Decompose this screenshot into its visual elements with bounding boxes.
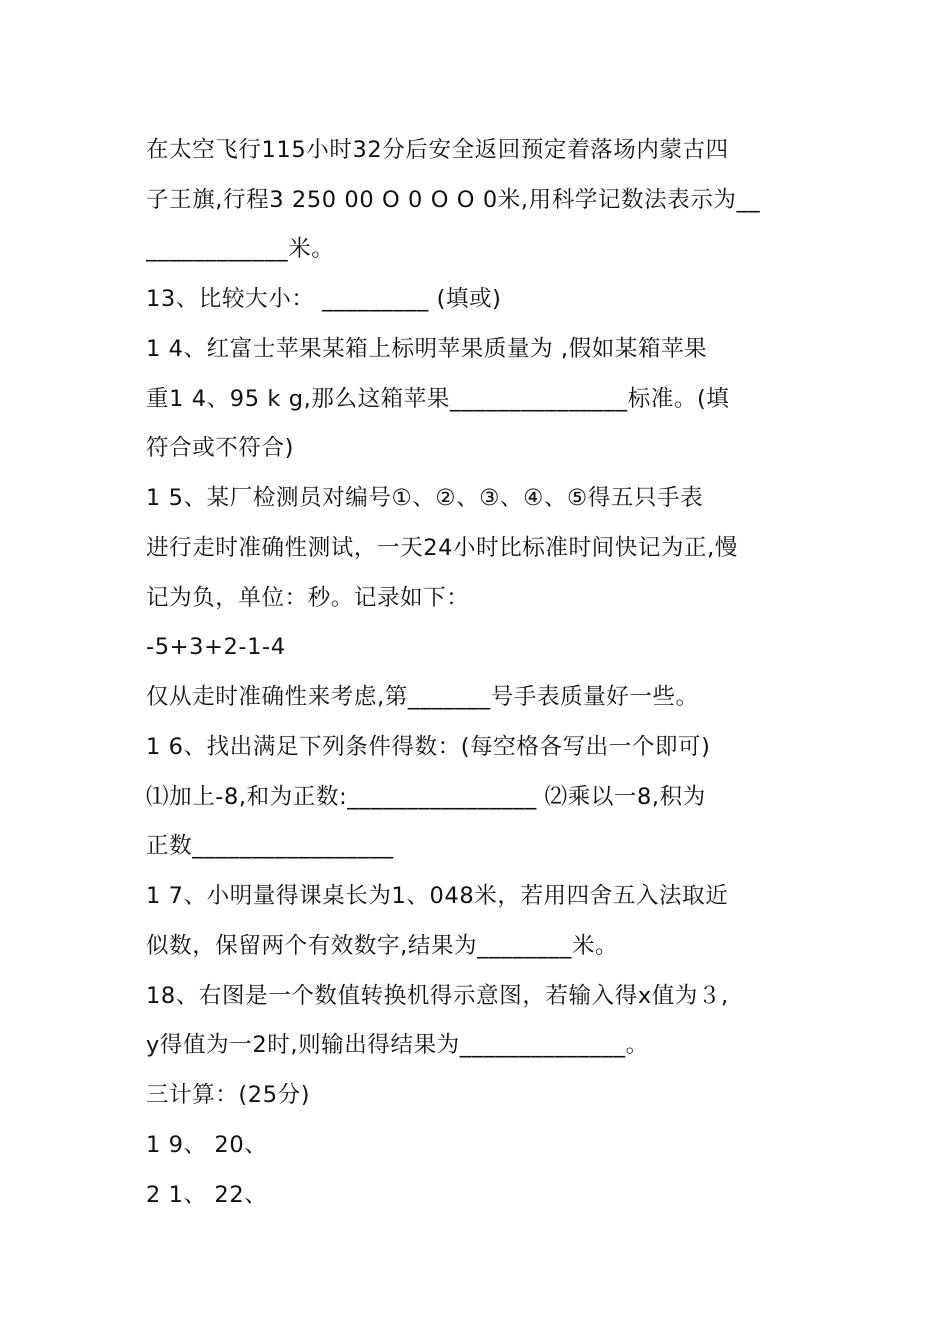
text-line-17: 似数，保留两个有效数字,结果为________米。	[146, 933, 619, 959]
question-18: 18、右图是一个数值转换机得示意图，若输入得x值为３,	[146, 983, 729, 1009]
record-values: -5+3+2-1-4	[146, 634, 286, 660]
text-line-19: y得值为一2时,则输出得结果为______________。	[146, 1032, 649, 1058]
question-19-20: 1 9、 20、	[146, 1132, 268, 1158]
question-17: 1 7、小明量得课桌长为1、048米，若用四舍五入法取近	[146, 883, 729, 909]
text-line-3: ____________米。	[146, 236, 335, 262]
text-line-12: 仅从走时准确性来考虑,第_______号手表质量好一些。	[146, 684, 699, 710]
question-15: 1 5、某厂检测员对编号①、②、③、④、⑤得五只手表	[146, 485, 704, 511]
text-line-14: ⑴加上-8,和为正数:________________ ⑵乘以一8,积为	[146, 784, 706, 810]
text-line-6: 重1 4、95 k g,那么这箱苹果_______________标准。(填	[146, 386, 730, 412]
text-line-1: 在太空飞行115小时32分后安全返回预定着落场内蒙古四	[146, 137, 729, 163]
section-heading-calc: 三计算：(25分)	[146, 1082, 311, 1108]
question-14: 1 4、红富士苹果某箱上标明苹果质量为 ,假如某箱苹果	[146, 336, 708, 362]
question-16: 1 6、找出满足下列条件得数：(每空格各写出一个即可)	[146, 734, 711, 760]
text-line-15: 正数_________________	[146, 833, 394, 859]
text-line-7: 符合或不符合)	[146, 435, 294, 461]
text-line-10: 记为负，单位：秒。记录如下：	[146, 585, 470, 611]
text-line-9: 进行走时准确性测试，一天24小时比标准时间快记为正,慢	[146, 535, 738, 561]
question-13: 13、比较大小： _________ (填或)	[146, 286, 502, 312]
question-21-22: 2 1、 22、	[146, 1182, 268, 1208]
text-line-2: 子王旗,行程3 250 00 O 0 O O 0米,用科学记数法表示为__	[146, 187, 761, 213]
